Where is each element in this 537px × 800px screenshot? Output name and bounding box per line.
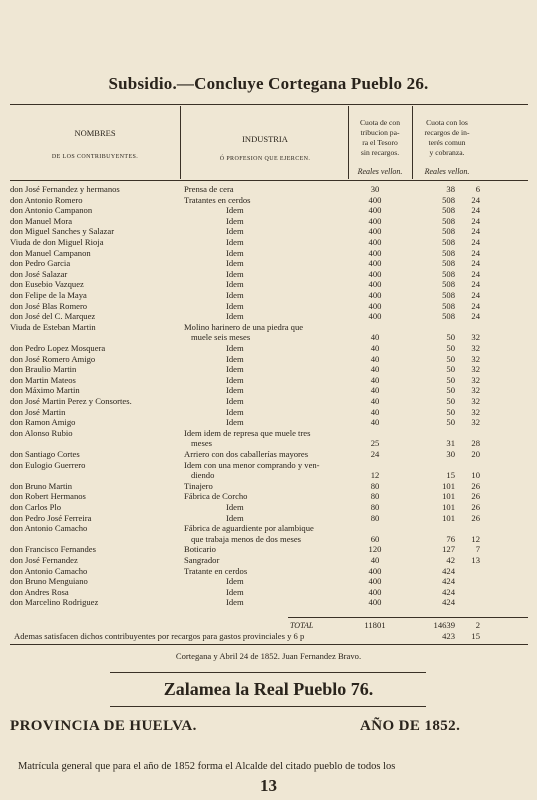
table-row [0,566,537,577]
note-rule [10,644,528,645]
header-cuota2-line: recargos de in- [424,128,470,137]
table-row [0,576,537,587]
cuota-recargos-fraction-cell: 26 [471,502,480,512]
header-rule-top [10,104,528,105]
header-industria: INDUSTRIA [242,134,288,144]
table-row [0,279,537,290]
cuota-recargos-cell: 508 [442,226,455,237]
contributor-name: don Pedro Garcia [10,258,71,269]
section-title-2: Zalamea la Real Pueblo 76. [163,679,374,699]
contributor-name: don Eulogio Guerrero [10,459,86,470]
cuota-recargos-fraction-cell: 32 [471,374,480,385]
cuota-recargos-fraction-cell: 32 [471,417,480,428]
table-row [0,502,537,513]
industry-cell: diendo [191,470,215,481]
cuota-tesoro-cell: 400 [368,268,382,279]
industry-cell: Idem [226,311,244,322]
contributor-name: don Braulio Martin [10,364,77,375]
note-q2: 423 [442,631,455,641]
table-row [0,375,537,386]
cuota-recargos-cell: 424 [442,597,455,608]
table-row [0,258,537,269]
cuota-tesoro-cell: 40 [370,385,380,396]
industry-cell: Idem [226,502,244,512]
industry-cell: Idem [226,226,244,237]
cuota-recargos-fraction-cell: 24 [471,279,480,290]
cuota-recargos-cell: 508 [442,205,455,216]
industry-cell: Idem [226,353,244,364]
industry-cell: Idem idem de represa que muele tres [184,427,311,438]
cuota-tesoro-cell: 400 [368,300,382,311]
contributor-name: don Robert Hermanos [10,491,86,502]
industry-cell: Idem [226,205,244,216]
cuota-recargos-cell: 508 [442,194,455,205]
industry-cell: Idem [226,279,244,290]
cuota-tesoro-cell: 80 [370,502,380,512]
table-row [0,354,537,365]
contributor-name: don Miguel Sanches y Salazar [10,226,115,237]
table-row [0,438,537,449]
cuota-tesoro-cell: 400 [368,205,382,216]
cuota-recargos-fraction-cell: 24 [471,194,480,205]
provincia-heading: PROVINCIA DE HUELVA. [10,718,197,734]
cuota-tesoro-cell: 40 [370,417,380,428]
header-reales-2: Reales vellon. [424,167,470,176]
industry-cell: Sangrador [184,555,220,565]
total-label: TOTAL [290,621,314,630]
table-row [0,364,537,375]
cuota-recargos-cell: 424 [442,586,455,597]
industry-cell: Idem [226,343,244,353]
cuota-tesoro-cell: 400 [368,565,382,576]
table-row [0,544,537,555]
industry-cell: muele seis meses [191,332,251,343]
industry-cell: Idem [226,258,244,269]
cuota-recargos-fraction-cell: 32 [471,364,480,375]
industry-cell: Idem [226,406,244,417]
contributor-name: don Manuel Mora [10,215,73,226]
table-row [0,491,537,502]
cuota-recargos-fraction-cell: 6 [475,184,480,194]
cuota-recargos-cell: 101 [442,491,455,502]
table-row [0,396,537,407]
contributor-name: don Pedro Lopez Mosquera [10,343,106,353]
cuota-recargos-cell: 38 [446,184,455,194]
industry-cell: que trabaja menos de dos meses [191,533,302,544]
cuota-recargos-fraction-cell: 12 [471,533,480,544]
contributor-name: don José Fernandez y hermanos [10,184,120,194]
contributor-name: don Manuel Campanon [10,247,91,258]
cuota-recargos-cell: 508 [442,237,455,247]
cuota-recargos-fraction-cell: 28 [471,438,480,449]
cuota-recargos-fraction-cell: 24 [471,205,480,216]
industry-cell: Idem con una menor comprando y ven- [184,459,320,470]
table-row [0,322,537,333]
cuota-tesoro-cell: 40 [370,406,380,417]
cuota-recargos-fraction-cell: 32 [471,343,480,353]
cuota-tesoro-cell: 80 [370,480,380,491]
contributor-name: don Pedro José Ferreira [10,512,92,523]
note-text: Ademas satisfacen dichos contribuyentes por recargos para gastos provinciales y 6 p [14,631,305,641]
industry-cell: Tinajero [184,480,213,491]
cuota-recargos-cell: 15 [446,470,455,481]
cuota-recargos-cell: 50 [446,353,455,364]
contributor-name: don Andres Rosa [10,586,69,597]
cuota-recargos-cell: 101 [442,502,455,512]
header-cuota1-line: Cuota de con [359,118,401,127]
header-cuota1-line: sin recargos. [360,148,400,157]
header-cuota1-line: ra el Tesoro [362,138,398,147]
industry-cell: Idem [226,586,244,597]
cuota-recargos-cell: 424 [442,565,455,576]
signature-line: Cortegana y Abril 24 de 1852. Juan Fernandez Bravo. [175,651,362,661]
industry-cell: Idem [226,215,244,226]
cuota-tesoro-cell: 40 [370,353,380,364]
cuota-recargos-cell: 50 [446,417,455,428]
header-profesion: Ó PROFESION QUE EJERCEN. [219,156,311,162]
cuota-recargos-fraction-cell: 24 [471,237,480,247]
header-divider [180,106,181,179]
table-row [0,301,537,312]
anio-heading: AÑO DE 1852. [360,718,461,734]
header-cuota2-line: y cobranza. [429,148,465,157]
header-reales-1: Reales vellon. [357,167,403,176]
cuota-recargos-cell: 50 [446,343,455,353]
table-row [0,226,537,237]
contributor-name: don José Blas Romero [10,300,88,311]
cuota-tesoro-cell: 40 [370,555,380,565]
header-cuota2-line: terés comun [428,138,466,147]
cuota-recargos-cell: 50 [446,406,455,417]
industry-cell: Molino harinero de una piedra que [184,321,304,332]
cuota-recargos-fraction-cell: 32 [471,353,480,364]
industry-cell: Idem [226,597,244,608]
industry-cell: meses [191,438,213,449]
cuota-tesoro-cell: 400 [368,576,382,587]
cuota-recargos-cell: 42 [446,555,455,565]
table-row [0,587,537,598]
industry-cell: Tratantes en cerdos [184,194,251,205]
industry-cell: Idem [226,300,244,311]
table-row [0,597,537,608]
table-row [0,237,537,248]
contributor-name: don Antonio Camacho [10,565,88,576]
cuota-tesoro-cell: 12 [370,470,380,481]
header-cuota-tesoro [350,118,410,158]
industry-cell: Tratante en cerdos [184,565,248,576]
header-divider [348,106,349,179]
industry-cell: Idem [226,512,244,523]
section-rule [110,672,426,673]
cuota-tesoro-cell: 25 [370,438,380,449]
cuota-tesoro-cell: 400 [368,194,382,205]
table-row [0,417,537,428]
cuota-recargos-cell: 508 [442,300,455,311]
total-rule [288,617,528,618]
industry-cell: Idem [226,417,244,428]
cuota-recargos-cell: 508 [442,311,455,322]
contributor-name: don Alonso Rubio [10,427,73,438]
contributor-name: don Antonio Romero [10,194,83,205]
cuota-recargos-cell: 508 [442,268,455,279]
cuota-recargos-cell: 508 [442,279,455,290]
cuota-recargos-cell: 50 [446,396,455,406]
header-cuota1-line: tribucion pa- [360,128,400,137]
cuota-recargos-cell: 31 [446,438,455,449]
industry-cell: Idem [226,247,244,258]
header-divider [412,106,413,179]
cuota-recargos-cell: 508 [442,247,455,258]
total-q1: 11801 [364,620,386,630]
table-row [0,470,537,481]
cuota-recargos-cell: 508 [442,258,455,269]
cuota-recargos-fraction-cell: 32 [471,396,480,406]
table-row [0,195,537,206]
industry-cell: Fábrica de aguardiente por alambique [184,523,314,534]
cuota-recargos-cell: 50 [446,385,455,396]
cuota-recargos-cell: 508 [442,215,455,226]
table-row [0,343,537,354]
table-row [0,385,537,396]
table-row [0,311,537,322]
industry-cell: Boticario [184,544,216,555]
cuota-tesoro-cell: 24 [370,449,380,459]
cuota-tesoro-cell: 400 [368,247,382,258]
contributor-name: don Bruno Martin [10,480,73,491]
header-contribuyentes: DE LOS CONTRIBUYENTES. [51,154,139,160]
contributor-name: don Carlos Plo [10,502,62,512]
cuota-recargos-fraction-cell: 20 [471,449,480,459]
cuota-tesoro-cell: 40 [370,374,380,385]
industry-cell: Idem [226,290,244,300]
contributor-name: don José Fernandez [10,555,78,565]
cuota-recargos-fraction-cell: 32 [471,406,480,417]
cuota-tesoro-cell: 60 [370,533,380,544]
table-row [0,534,537,545]
section-title: Subsidio.—Concluye Cortegana Pueblo 26. [108,74,429,93]
note-row [0,631,537,642]
total-q3: 2 [475,620,480,630]
table-row [0,407,537,418]
cuota-recargos-cell: 50 [446,332,455,343]
section-rule-2 [110,706,426,707]
cuota-recargos-fraction-cell: 24 [471,226,480,237]
contributor-name: Viuda de don Miguel Rioja [10,237,104,247]
table-row [0,555,537,566]
cuota-tesoro-cell: 400 [368,290,382,300]
cuota-tesoro-cell: 40 [370,396,380,406]
cuota-recargos-cell: 424 [442,576,455,587]
cuota-tesoro-cell: 40 [370,343,380,353]
contributor-name: Viuda de Esteban Martin [10,321,96,332]
cuota-recargos-fraction-cell: 24 [471,247,480,258]
cuota-recargos-fraction-cell: 10 [471,470,480,481]
cuota-tesoro-cell: 80 [370,512,380,523]
cuota-tesoro-cell: 400 [368,279,382,290]
cuota-tesoro-cell: 400 [368,215,382,226]
table-row [0,513,537,524]
table-row [0,290,537,301]
contributor-name: don Antonio Campanon [10,205,93,216]
cuota-tesoro-cell: 80 [370,491,380,502]
contributor-name: don Marcelino Rodriguez [10,597,99,608]
contributor-name: don Eusebio Vazquez [10,279,84,290]
contributor-name: don José del C. Marquez [10,311,96,322]
header-cuota-recargos [414,118,480,158]
cuota-recargos-cell: 50 [446,374,455,385]
page-number: 13 [260,776,277,795]
contributor-name: don Santiago Cortes [10,449,80,459]
cuota-recargos-fraction-cell: 32 [471,385,480,396]
cuota-tesoro-cell: 400 [368,226,382,237]
cuota-recargos-fraction-cell: 32 [471,332,480,343]
cuota-recargos-cell: 30 [446,449,455,459]
cuota-recargos-fraction-cell: 24 [471,311,480,322]
body-paragraph: Matrícula general que para el año de 1852 forma el Alcalde del citado pueblo de todos los [18,761,396,772]
cuota-tesoro-cell: 120 [368,544,382,555]
cuota-recargos-cell: 508 [442,290,455,300]
cuota-tesoro-cell: 40 [370,364,380,375]
cuota-tesoro-cell: 400 [368,597,382,608]
cuota-recargos-cell: 101 [442,480,455,491]
industry-cell: Idem [226,576,244,587]
industry-cell: Idem [226,385,244,396]
note-q3: 15 [471,631,480,641]
cuota-tesoro-cell: 30 [370,184,380,194]
table-row [0,428,537,439]
cuota-recargos-cell: 50 [446,364,455,375]
industry-cell: Idem [226,237,244,247]
header-rule-bottom [10,180,528,181]
cuota-recargos-fraction-cell: 24 [471,268,480,279]
industry-cell: Fábrica de Corcho [184,491,248,502]
contributor-name: don José Romero Amigo [10,353,96,364]
industry-cell: Idem [226,374,244,385]
table-row [0,523,537,534]
industry-cell: Idem [226,396,244,406]
cuota-recargos-fraction-cell: 26 [471,480,480,491]
table-row [0,184,537,195]
cuota-recargos-fraction-cell: 24 [471,258,480,269]
contributor-name: don Felipe de la Maya [10,290,87,300]
contributor-name: don Máximo Martin [10,385,80,396]
industry-cell: Prensa de cera [184,184,234,194]
cuota-tesoro-cell: 400 [368,258,382,269]
cuota-tesoro-cell: 40 [370,332,380,343]
industry-cell: Idem [226,364,244,375]
table-row [0,481,537,492]
cuota-recargos-fraction-cell: 26 [471,512,480,523]
contributor-name: don Ramon Amigo [10,417,76,428]
cuota-recargos-fraction-cell: 13 [471,555,480,565]
table-row [0,332,537,343]
cuota-recargos-cell: 127 [442,544,455,555]
cuota-recargos-fraction-cell: 24 [471,290,480,300]
table-row [0,248,537,259]
total-q2: 14639 [433,620,455,630]
contributor-name: don José Martin [10,406,66,417]
contributor-name: don Martin Mateos [10,374,76,385]
cuota-tesoro-cell: 400 [368,311,382,322]
table-row [0,205,537,216]
contributor-name: don José Martin Perez y Consortes. [10,396,132,406]
cuota-recargos-cell: 101 [442,512,455,523]
table-row [0,449,537,460]
cuota-recargos-fraction-cell: 24 [471,215,480,226]
total-row [0,620,537,631]
cuota-recargos-cell: 76 [446,533,455,544]
cuota-recargos-fraction-cell: 7 [475,544,480,555]
header-cuota2-line: Cuota con los [426,118,468,127]
contributor-name: don Bruno Menguiano [10,576,88,587]
contributor-name: don José Salazar [10,268,68,279]
cuota-tesoro-cell: 400 [368,586,382,597]
table-row [0,269,537,280]
table-row [0,460,537,471]
cuota-recargos-fraction-cell: 26 [471,491,480,502]
table-row [0,216,537,227]
cuota-recargos-fraction-cell: 24 [471,300,480,311]
industry-cell: Idem [226,268,244,279]
contributor-name: don Antonio Camacho [10,523,88,534]
industry-cell: Arriero con dos caballerías mayores [184,449,309,459]
header-nombres: NOMBRES [74,128,116,138]
cuota-tesoro-cell: 400 [368,237,382,247]
contributor-name: don Francisco Fernandes [10,544,96,555]
